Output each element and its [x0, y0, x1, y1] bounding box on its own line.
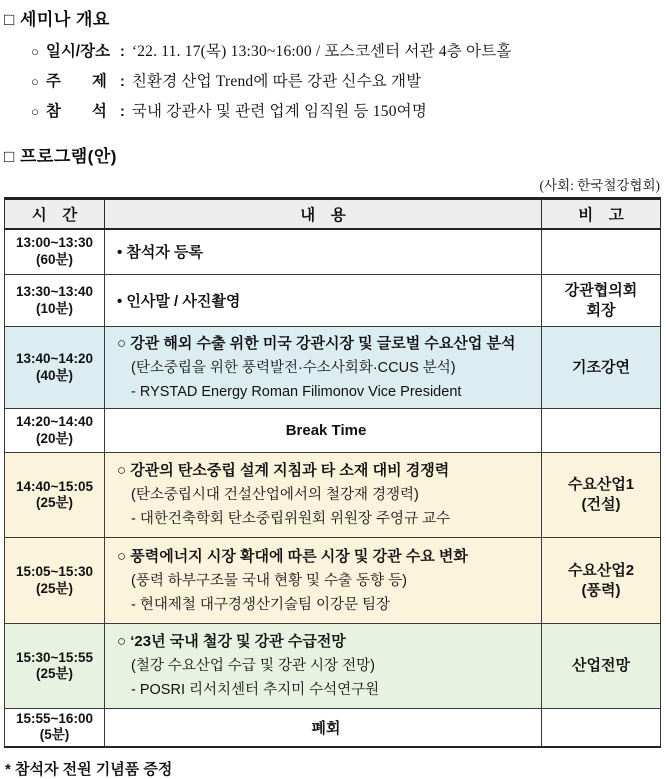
- time-cell: 14:40~15:05 (25분): [5, 453, 105, 538]
- content-cell: ○ 강관의 탄소중립 설계 지침과 타 소재 대비 경쟁력 (탄소중립시대 건설산업에서의 철강재 경쟁력) - 대한건축학회 탄소중립위원회 위원장 주영규 교수: [105, 453, 542, 538]
- note-cell: 수요산업2 (풍력): [542, 538, 661, 624]
- table-header-time: 시 간: [5, 199, 105, 229]
- program-table: [4, 197, 661, 748]
- program-title: □ 프로그램(안): [4, 147, 117, 166]
- circle-bullet-icon: ○: [31, 44, 39, 59]
- table-row-registration: [5, 229, 661, 275]
- overview-item-label: 주 제: [45, 73, 107, 90]
- overview-item-attendees: [31, 97, 661, 127]
- note-cell: 산업전망: [542, 624, 661, 709]
- time-cell: 13:30~13:40 (10분): [5, 275, 105, 327]
- overview-item-value: 국내 강관사 및 관련 업계 임직원 등 150여명: [131, 103, 428, 120]
- overview-item-datetime: [31, 37, 661, 67]
- table-row-outlook: [5, 624, 661, 709]
- time-cell: 15:55~16:00 (5분): [5, 709, 105, 747]
- time-cell: 15:05~15:30 (25분): [5, 538, 105, 624]
- content-cell: ○ 풍력에너지 시장 확대에 따른 시장 및 강관 수요 변화 (풍력 하부구조물 국내 현황 및 수출 동향 등) - 현대제철 대구경생산기술팀 이강문 팀장: [105, 538, 542, 624]
- overview-item-value: 친환경 산업 Trend에 따른 강관 신수요 개발: [131, 73, 422, 90]
- circle-bullet-icon: ○: [31, 74, 39, 89]
- content-cell: 폐회: [105, 709, 542, 747]
- circle-bullet-icon: ○: [31, 104, 39, 119]
- table-header-note: 비 고: [542, 199, 661, 229]
- table-row-break: [5, 409, 661, 453]
- overview-item-value: ‘22. 11. 17(목) 13:30~16:00 / 포스코센터 서관 4층 아트홀: [131, 43, 512, 60]
- table-header-content: 내 용: [105, 199, 542, 229]
- colon-separator: :: [119, 43, 125, 60]
- note-cell: [542, 709, 661, 747]
- note-cell: 수요산업1 (건설): [542, 453, 661, 538]
- table-row-closing: [5, 709, 661, 747]
- content-cell: • 참석자 등록: [105, 229, 542, 275]
- moderator-note: (사회: 한국철강협회): [539, 178, 660, 193]
- note-cell: [542, 229, 661, 275]
- time-cell: 13:00~13:30 (60분): [5, 229, 105, 275]
- time-cell: 14:20~14:40 (20분): [5, 409, 105, 453]
- note-cell: 기조강연: [542, 327, 661, 409]
- time-cell: 13:40~14:20 (40분): [5, 327, 105, 409]
- table-row-keynote: [5, 327, 661, 409]
- content-cell: ○ ‘23년 국내 철강 및 강관 수급전망 (철강 수요산업 수급 및 강관 시장 전망) - POSRI 리서치센터 추지미 수석연구원: [105, 624, 542, 709]
- note-cell: 강관협의회 회장: [542, 275, 661, 327]
- seminar-overview-title: □ 세미나 개요: [4, 10, 110, 29]
- overview-item-label: 참 석: [45, 103, 107, 120]
- table-header-row: [5, 199, 661, 229]
- seminar-overview-list: [31, 37, 661, 127]
- content-cell: ○ 강관 해외 수출 위한 미국 강관시장 및 글로벌 수요산업 분석 (탄소중립을 위한 풍력발전·수소사회화·CCUS 분석) - RYSTAD Energy Roman Filimonov Vice President: [105, 327, 542, 409]
- overview-item-topic: [31, 67, 661, 97]
- content-cell: Break Time: [105, 409, 542, 453]
- table-row-greeting: [5, 275, 661, 327]
- note-cell: [542, 409, 661, 453]
- overview-item-label: 일시/장소: [45, 43, 111, 60]
- colon-separator: :: [119, 103, 125, 120]
- table-row-demand1: [5, 453, 661, 538]
- souvenir-footnote: * 참석자 전원 기념품 증정: [5, 760, 173, 778]
- colon-separator: :: [119, 73, 125, 90]
- table-row-demand2: [5, 538, 661, 624]
- time-cell: 15:30~15:55 (25분): [5, 624, 105, 709]
- content-cell: • 인사말 / 사진촬영: [105, 275, 542, 327]
